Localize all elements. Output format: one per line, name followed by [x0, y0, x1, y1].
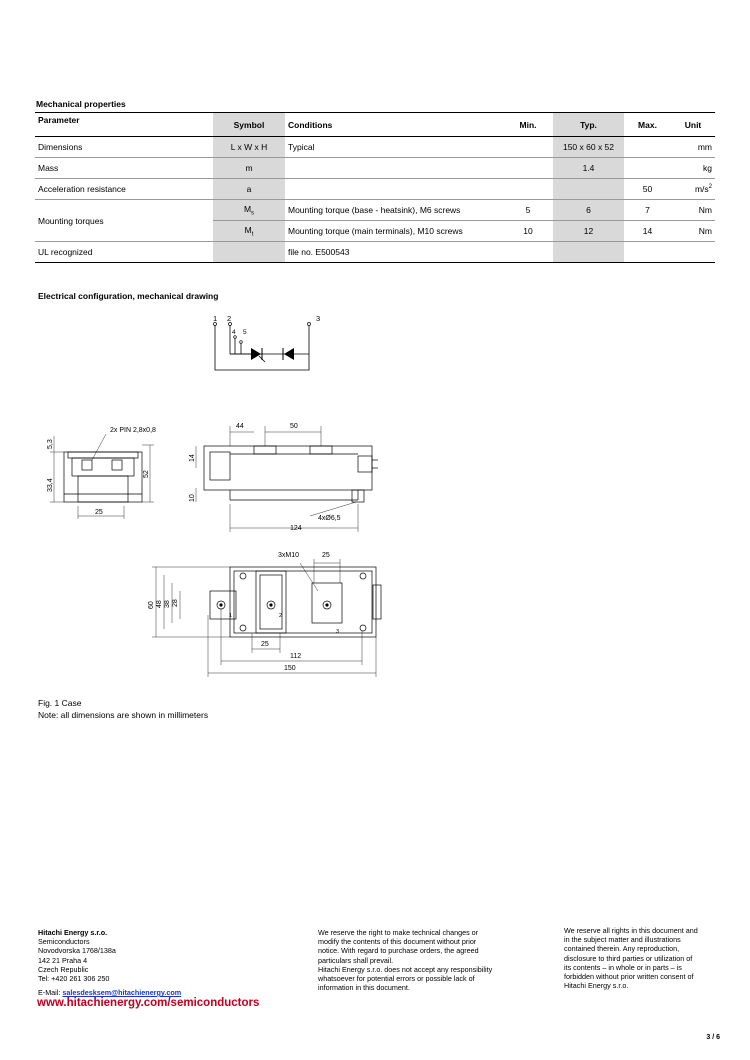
address-line: Czech Republic [38, 964, 89, 974]
electrical-configuration-title: Electrical configuration, mechanical drawing [38, 291, 219, 301]
figure-note: Note: all dimensions are shown in millimeters [38, 710, 209, 720]
symbol-subscript: t [251, 231, 254, 238]
cell-unit: Nm [671, 200, 715, 221]
thyristor-1 [251, 348, 265, 362]
symbol-text: M [243, 203, 252, 214]
disclaimer-line: forbidden without prior written consent of [564, 972, 694, 982]
dim-label: 3xM10 [278, 552, 300, 559]
footer-email-row [38, 988, 181, 997]
cell-typ: 6 [553, 200, 624, 221]
table-row [35, 200, 715, 221]
disclaimer-line: information in this document. [318, 983, 410, 993]
cell-typ: 150 x 60 x 52 [553, 137, 624, 158]
cell-conditions: Mounting torque (main terminals), M10 screws [285, 221, 503, 242]
cell-max: 14 [624, 221, 671, 242]
unit-superscript: 2 [708, 184, 712, 191]
address-line: Novodvorska 1768/138a [38, 946, 116, 956]
cell-max [624, 158, 671, 179]
circuit-schematic [205, 312, 335, 374]
dim-label: 50 [290, 423, 298, 430]
table-header-row [35, 113, 715, 137]
disclaimer-line: whatsoever for potential errors or possible lack of [318, 974, 475, 984]
table-row [35, 242, 715, 263]
side-view-drawing [180, 410, 390, 535]
disclaimer-line: Hitachi Energy s.r.o. [564, 981, 629, 991]
disclaimer-line: modify the contents of this document without prior [318, 937, 477, 947]
header-symbol: Symbol [213, 113, 285, 137]
cell-symbol [213, 221, 285, 242]
cell-min [503, 179, 553, 200]
dim-label: 48 [156, 600, 163, 608]
symbol-text: M [244, 224, 252, 235]
disclaimer-line: We reserve all rights in this document and [564, 926, 698, 935]
dim-label: 44 [236, 423, 244, 430]
company-name: Hitachi Energy s.r.o. [38, 928, 108, 937]
cell-max: 50 [624, 179, 671, 200]
cell-parameter: Mounting torques [35, 200, 213, 242]
cell-max: 7 [624, 200, 671, 221]
table-row [35, 179, 715, 200]
cell-min [503, 137, 553, 158]
dim-label: 25 [95, 509, 103, 516]
cell-typ: 12 [553, 221, 624, 242]
dim-label: 150 [284, 665, 296, 672]
header-min: Min. [503, 113, 553, 137]
symbol-subscript: s [251, 210, 255, 217]
cell-symbol [213, 242, 285, 263]
cell-unit: kg [671, 158, 715, 179]
dim-label: 4xØ6,5 [318, 515, 341, 522]
pin-label: 4 [232, 329, 236, 336]
pin-label: 5 [243, 329, 247, 336]
cell-parameter: Mass [35, 158, 213, 179]
footer-disclaimer-2 [564, 926, 698, 990]
cell-conditions: file no. E500543 [285, 242, 503, 263]
dim-label: 112 [290, 653, 302, 660]
pin-note: 2x PIN 2,8x0,8 [110, 427, 156, 434]
disclaimer-line: in the subject matter and illustrations [564, 935, 681, 945]
mechanical-properties-title: Mechanical properties [36, 99, 126, 109]
cell-symbol: a [213, 179, 285, 200]
disclaimer-line: We reserve the right to make technical changes or [318, 928, 479, 937]
cell-symbol [213, 200, 285, 221]
dim-label: 60 [148, 601, 155, 609]
disclaimer-line: Hitachi Energy s.r.o. does not accept any responsibility [318, 964, 493, 974]
terminal-label: 2 [279, 613, 283, 619]
pin-label: 3 [316, 314, 321, 323]
address-line: 142 21 Praha 4 [38, 955, 88, 965]
cell-unit: mm [671, 137, 715, 158]
cell-unit: Nm [671, 221, 715, 242]
email-label: E-Mail: [38, 988, 63, 997]
disclaimer-line: notice. With regard to purchase orders, the agreed [318, 946, 479, 956]
cell-max [624, 242, 671, 263]
header-unit: Unit [671, 113, 715, 137]
pin-label: 1 [213, 314, 218, 323]
address-line: Semiconductors [38, 937, 90, 947]
dim-label: 25 [261, 641, 269, 648]
dim-label: 124 [290, 525, 302, 532]
cell-conditions [285, 158, 503, 179]
pin-label: 2 [227, 314, 232, 323]
cell-parameter: UL recognized [35, 242, 213, 263]
cell-symbol: m [213, 158, 285, 179]
dim-label: 25 [322, 552, 330, 559]
top-view-drawing [140, 545, 390, 680]
cell-conditions: Typical [285, 137, 503, 158]
header-max: Max. [624, 113, 671, 137]
cell-conditions [285, 179, 503, 200]
cell-min: 5 [503, 200, 553, 221]
dim-label: 38 [164, 600, 171, 608]
cell-symbol: L x W x H [213, 137, 285, 158]
terminal-label: 3 [336, 629, 340, 635]
cell-typ: 1.4 [553, 158, 624, 179]
unit-text: m/s [694, 184, 709, 194]
footer-address [38, 928, 116, 983]
front-view-drawing [40, 420, 170, 525]
footer-disclaimer-1 [318, 928, 492, 992]
page-number: 3 / 6 [706, 1034, 720, 1041]
diode-2 [283, 348, 294, 360]
cell-parameter: Acceleration resistance [35, 179, 213, 200]
email-link[interactable]: salesdesksem@hitachienergy.com [62, 988, 182, 997]
cell-min [503, 158, 553, 179]
disclaimer-line: contained therein. Any reproduction, [564, 944, 680, 954]
header-parameter: Parameter [35, 113, 213, 137]
cell-min [503, 242, 553, 263]
dim-label: 5,3 [47, 439, 54, 449]
cell-parameter: Dimensions [35, 137, 213, 158]
disclaimer-line: disclosure to third parties or utilization of [564, 953, 693, 963]
figure-caption: Fig. 1 Case [38, 698, 82, 708]
cell-typ [553, 242, 624, 263]
header-conditions: Conditions [285, 113, 503, 137]
cell-unit [671, 179, 715, 200]
cell-unit [671, 242, 715, 263]
disclaimer-line: particulars shall prevail. [318, 955, 394, 965]
cell-conditions: Mounting torque (base - heatsink), M6 screws [285, 200, 503, 221]
cell-min: 10 [503, 221, 553, 242]
dim-label: 14 [189, 454, 196, 462]
terminal-label: 1 [229, 613, 233, 619]
mechanical-properties-table [35, 112, 715, 263]
cell-typ [553, 179, 624, 200]
dim-label: 33,4 [47, 478, 54, 492]
address-line: Tel: +420 261 306 250 [38, 974, 110, 984]
table-row [35, 137, 715, 158]
website-link[interactable]: www.hitachienergy.com/semiconductors [37, 997, 260, 1009]
table-row [35, 158, 715, 179]
dim-label: 10 [189, 494, 196, 502]
dim-label: 28 [172, 599, 179, 607]
disclaimer-line: its contents – in whole or in parts – is [564, 962, 682, 972]
dim-label: 52 [143, 470, 150, 478]
cell-max [624, 137, 671, 158]
header-typ: Typ. [553, 113, 624, 137]
